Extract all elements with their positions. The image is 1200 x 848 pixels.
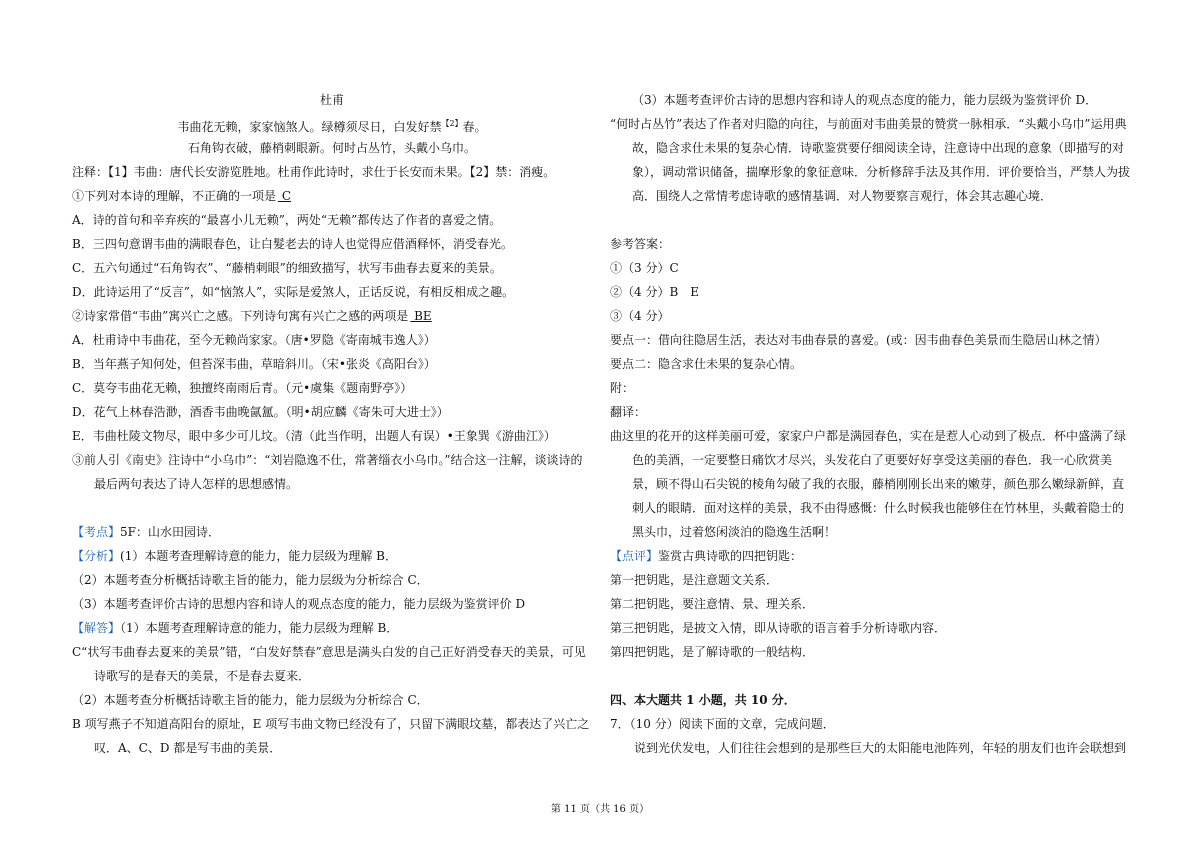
poem-author: 杜甫 — [319, 93, 344, 107]
kaodian-text: 5F：山水田园诗． — [120, 525, 220, 539]
left-column — [72, 88, 592, 760]
question-2 — [72, 304, 592, 328]
translation-label: 翻译： — [610, 405, 647, 419]
poem-line-2: 石角钩衣破，藤梢刺眼新。何时占丛竹，头戴小乌巾。 — [187, 141, 476, 155]
analysis-paragraph: “何时占丛竹”表达了作者对归隐的向往，与前面对韦曲美景的赞赏一脉相承．“头戴小乌巾”运用典故，隐含求仕未果的复杂心情．诗歌鉴赏要仔细阅读全诗，注意诗中出现的意象（即描写的对象），调动常识储备，揣摩形象的象征意味．分析修辞手法及其作用．评价要恰当，严禁人为拔高．围绕人之常情考虑诗歌的感情基调．对人物要察言观行，体会其志趣心境． — [610, 117, 1131, 203]
section-4-heading: 四、本大题共 1 小题，共 10 分． — [610, 693, 796, 707]
jieda-c-explanation: C“状写韦曲春去夏来的美景”错，“白发好禁春”意思是满头白发的自己正好消受春天的美景，可见诗歌写的是春天的美景，不是春去夏来． — [72, 645, 586, 683]
key-3: 第三把钥匙，是披文入情，即从诗歌的语言着手分析诗歌内容． — [610, 621, 947, 635]
q1-option-b: B．三四句意谓韦曲的满眼春色，让白髮老去的诗人也觉得应借酒释怀，消受春光。 — [72, 237, 513, 251]
jieda-item-1: （1）本题考查理解诗意的能力，能力层级为理解 B． — [120, 621, 399, 635]
spacer — [610, 664, 1130, 688]
reference-answer-2: ②（4 分）B E — [610, 285, 700, 299]
reference-answer-3: ③（4 分） — [610, 309, 670, 323]
spacer — [610, 208, 1130, 232]
question-1 — [72, 184, 592, 208]
jieda-tag: 【解答】 — [72, 621, 121, 635]
q1-option-d: D．此诗运用了“反言”，如“恼煞人”，实际是爱煞人，正话反说，有相反相成之趣。 — [72, 285, 515, 299]
fenxi-tag: 【分析】 — [72, 549, 121, 563]
q2-option-b: B．当年燕子知何处，但苔深韦曲，草暗斜川。（宋•张炎《高阳台》） — [72, 357, 436, 371]
spacer — [72, 496, 592, 520]
kaodian-tag: 【考点】 — [72, 525, 121, 539]
reference-answer-1: ①（3 分）C — [610, 261, 679, 275]
translation-text: 曲这里的花开的这样美丽可爱，家家户户都是满园春色，实在是惹人心动到了极点．杯中盛满了绿色的美酒，一定要整日痛饮才尽兴，头发花白了更要好好享受这美丽的春色．我一心欣赏美景，顾不得山石尖锐的棱角勾破了我的衣服，藤梢刚刚长出来的嫩芽，颜色那么嫩绿新鲜，直刺人的眼睛．面对这样的美景，我不由得感慨：什么时候我也能够住在竹林里，头戴着隐士的黑头巾，过着悠闲淡泊的隐逸生活啊！ — [610, 429, 1127, 539]
jieda-b-explanation: B 项写燕子不知道高阳台的原址，E 项写韦曲文物已经没有了，只留下满眼坟墓，都表达了兴亡之叹．A、C、D 都是写韦曲的美景． — [72, 717, 590, 755]
dianping-tag: 【点评】 — [610, 549, 659, 563]
key-4: 第四把钥匙，是了解诗歌的一般结构． — [610, 645, 815, 659]
jieda-row — [72, 616, 592, 640]
right-column — [610, 88, 1130, 760]
fenxi-row — [72, 544, 592, 568]
question-2-text: ②诗家常借“韦曲”寓兴亡之感。下列诗句寓有兴亡之感的两项是 — [72, 309, 409, 323]
key-1: 第一把钥匙，是注意题文关系． — [610, 573, 779, 587]
poem-line-1-end: 春。 — [462, 120, 487, 134]
question-2-answer: BE — [410, 309, 432, 323]
key-2: 第二把钥匙，要注意情、景、理关系． — [610, 597, 815, 611]
footnote-marker: 【2】 — [441, 119, 463, 128]
dianping-row — [610, 544, 1130, 568]
q2-option-d: D．花气上林春浩渺，酒香韦曲晚氤氲。（明•胡应麟《寄朱可大进士》） — [72, 405, 449, 419]
fenxi-item-3: （3）本题考查评价古诗的思想内容和诗人的观点态度的能力，能力层级为鉴赏评价 D — [72, 597, 526, 611]
q2-option-e: E．韦曲杜陵文物尽，眼中多少可儿坟。（清（此当作明，出题人有误）•王象巽《游曲江》） — [72, 429, 556, 443]
page-footer: 第 11 页（共 16 页） — [550, 804, 650, 815]
poem-line-1-text: 韦曲花无赖，家家恼煞人。绿樽须尽日，白发好禁 — [177, 120, 442, 134]
question-7-text: 说到光伏发电，人们往往会想到的是那些巨大的太阳能电池阵列，年轻的朋友们也许会联想到 — [634, 741, 1127, 755]
jieda-item-2: （2）本题考查分析概括诗歌主旨的能力，能力层级为分析综合 C． — [72, 693, 429, 707]
question-1-answer: C — [278, 189, 292, 203]
q2-option-a: A．杜甫诗中韦曲花，至今无赖尚家家。（唐•罗隐《寄南城韦逸人》） — [72, 333, 436, 347]
kaodian-row — [72, 520, 592, 544]
fenxi-item-1: (1）本题考查理解诗意的能力，能力层级为理解 B． — [120, 549, 397, 563]
dianping-text: 鉴赏古典诗歌的四把钥匙： — [658, 549, 803, 563]
poem-line-1 — [72, 112, 592, 136]
question-1-text: ①下列对本诗的理解，不正确的一项是 — [72, 189, 277, 203]
key-point-1: 要点一：借向往隐居生活，表达对韦曲春景的喜爱。(或：因韦曲春色美景而生隐居山林之情） — [610, 333, 1107, 347]
q2-option-c: C．莫夸韦曲花无赖，独擅终南雨后青。（元•虞集《题南野亭》） — [72, 381, 413, 395]
appendix-label: 附： — [610, 381, 635, 395]
q1-option-a: A．诗的首句和辛弃疾的“最喜小儿无赖”，两处“无赖”都传达了作者的喜爱之情。 — [72, 213, 502, 227]
poem-note: 注释：【1】韦曲：唐代长安游览胜地。杜甫作此诗时，求仕于长安而未果。【2】禁：消瘦。 — [72, 165, 556, 179]
fenxi-item-2: （2）本题考查分析概括诗歌主旨的能力，能力层级为分析综合 C． — [72, 573, 429, 587]
reference-answer-title: 参考答案： — [610, 237, 671, 251]
analysis-3: （3）本题考查评价古诗的思想内容和诗人的观点态度的能力，能力层级为鉴赏评价 D． — [632, 93, 1098, 107]
question-7: 7．（10 分）阅读下面的文章，完成问题． — [610, 717, 835, 731]
question-3: ③前人引《南史》注诗中“小乌巾”：“刘岩隐逸不仕，常著缁衣小乌巾。”结合这一注解，谈谈诗的最后两句表达了诗人怎样的思想感情。 — [72, 453, 583, 491]
q1-option-c: C．五六句通过“石角钩衣”、“藤梢刺眼”的细致描写，状写韦曲春去夏来的美景。 — [72, 261, 502, 275]
key-point-2: 要点二：隐含求仕未果的复杂心情。 — [610, 357, 803, 371]
